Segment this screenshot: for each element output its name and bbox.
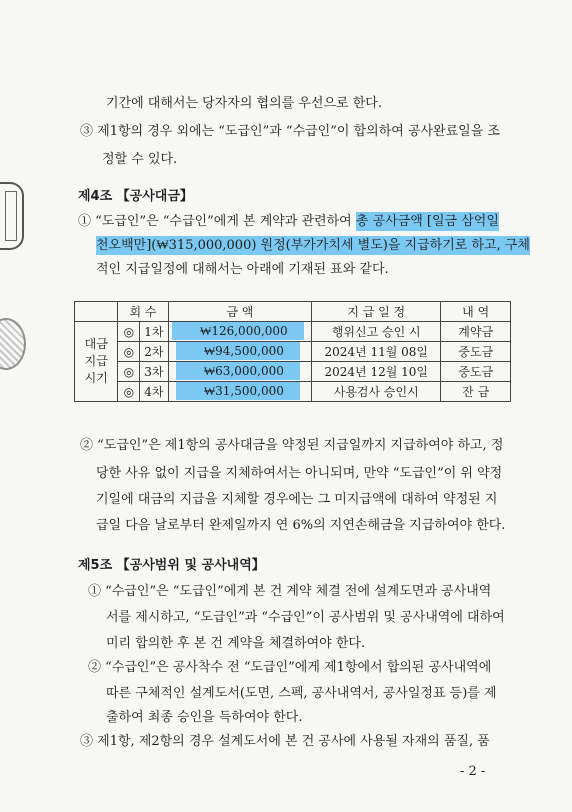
text-line: 서를 제시하고, “도급인”과 “수급인”이 공사범위 및 공사내역에 대하여 <box>106 610 505 625</box>
column-header: 금 액 <box>168 302 312 322</box>
row-label-part: 시기 <box>84 371 108 385</box>
text-line: 급일 다음 날로부터 완제일까지 연 6%의 지연손해금을 지급하여야 한다. <box>96 518 506 533</box>
column-header: 회 수 <box>118 302 168 322</box>
amount-value: ₩31,500,000 <box>176 382 300 400</box>
item-cell: 잔 금 <box>441 382 511 402</box>
column-header: 지 급 일 정 <box>312 302 441 322</box>
text-line: 미리 합의한 후 본 건 계약을 체결하여야 한다. <box>106 636 366 651</box>
amount-value: ₩63,000,000 <box>176 362 300 380</box>
mark-cell: ◎ <box>118 362 140 382</box>
schedule-cell: 2024년 11월 08일 <box>312 342 441 362</box>
text-line: ① “도급인”은 “수급인”에게 본 계약과 관련하여 총 공사금액 [일금 삼억일 <box>78 214 499 229</box>
installment-no: 3차 <box>140 362 168 382</box>
highlight: 천오백만](₩315,000,000) 원정(부가가치세 별도)을 지급하기로 하고, 구체 <box>96 238 530 253</box>
row-label-part: 지급 <box>84 354 108 368</box>
text-line: ③ 제1항의 경우 외에는 “도급인”과 “수급인”이 합의하여 공사완료일을 조 <box>80 124 500 139</box>
item-cell: 중도금 <box>441 362 511 382</box>
table-corner-cell <box>75 302 118 322</box>
mark-cell: ◎ <box>118 322 140 342</box>
schedule-cell: 사용검사 승인시 <box>312 382 441 402</box>
text-line <box>96 238 530 254</box>
table-row <box>75 362 511 382</box>
table-row <box>75 342 511 362</box>
schedule-cell: 행위신고 승인 시 <box>312 322 441 342</box>
row-label-part: 대금 <box>84 337 108 351</box>
table-header-row <box>75 302 511 322</box>
mark-cell: ◎ <box>118 342 140 362</box>
amount-cell <box>168 362 312 382</box>
text-line: 따른 구체적인 설계도서(도면, 스펙, 공사내역서, 공사일정표 등)를 제 <box>106 686 497 701</box>
text-line: 당한 사유 없이 지급을 지체하여서는 아니되며, 만약 “도급인”이 위 약정 <box>96 466 503 481</box>
installment-no: 1차 <box>140 322 168 342</box>
stamp-mark <box>0 182 24 250</box>
item-cell: 계약금 <box>441 322 511 342</box>
column-header: 내 역 <box>441 302 511 322</box>
amount-value: ₩126,000,000 <box>172 322 304 340</box>
highlight: 총 공사금액 [일금 삼억일 <box>355 214 499 229</box>
payment-table <box>74 301 511 402</box>
mark-cell: ◎ <box>118 382 140 402</box>
row-group-label <box>75 322 118 402</box>
amount-value: ₩94,500,000 <box>176 342 300 360</box>
text-line: 정할 수 있다. <box>102 152 178 167</box>
item-cell: 중도금 <box>441 342 511 362</box>
article-5-title: 제5조 【공사범위 및 공사내역】 <box>78 558 265 573</box>
text-line: 기일에 대금의 지급을 지체할 경우에는 그 미지급액에 대하여 약정된 지 <box>96 492 498 507</box>
table-row <box>75 322 511 342</box>
amount-cell <box>168 322 312 342</box>
installment-no: 2차 <box>140 342 168 362</box>
text-line: 출하여 최종 승인을 득하여야 한다. <box>106 710 303 725</box>
article-4-title: 제4조 【공사대금】 <box>78 189 193 204</box>
text-line: ② “도급인”은 제1항의 공사대금을 약정된 지급일까지 지급하여야 하고, 정 <box>80 438 504 453</box>
text-line: ① “수급인”은 “도급인”에게 본 건 계약 체결 전에 설계도면과 공사내역 <box>88 584 492 599</box>
text-line: ② “수급인”은 공사착수 전 “도급인”에게 제1항에서 합의된 공사내역에 <box>88 660 492 675</box>
seal-mark <box>0 318 26 370</box>
page-number: - 2 - <box>460 764 486 779</box>
installment-no: 4차 <box>140 382 168 402</box>
amount-cell <box>168 342 312 362</box>
table-row <box>75 382 511 402</box>
amount-cell <box>168 382 312 402</box>
text-line: 기간에 대해서는 당자자의 협의를 우선으로 한다. <box>106 96 382 111</box>
text-line: 적인 지급일정에 대해서는 아래에 기재된 표와 같다. <box>96 262 389 277</box>
schedule-cell: 2024년 12월 10일 <box>312 362 441 382</box>
text-line: ③ 제1항, 제2항의 경우 설계도서에 본 건 공사에 사용될 자재의 품질, 품 <box>80 734 490 749</box>
